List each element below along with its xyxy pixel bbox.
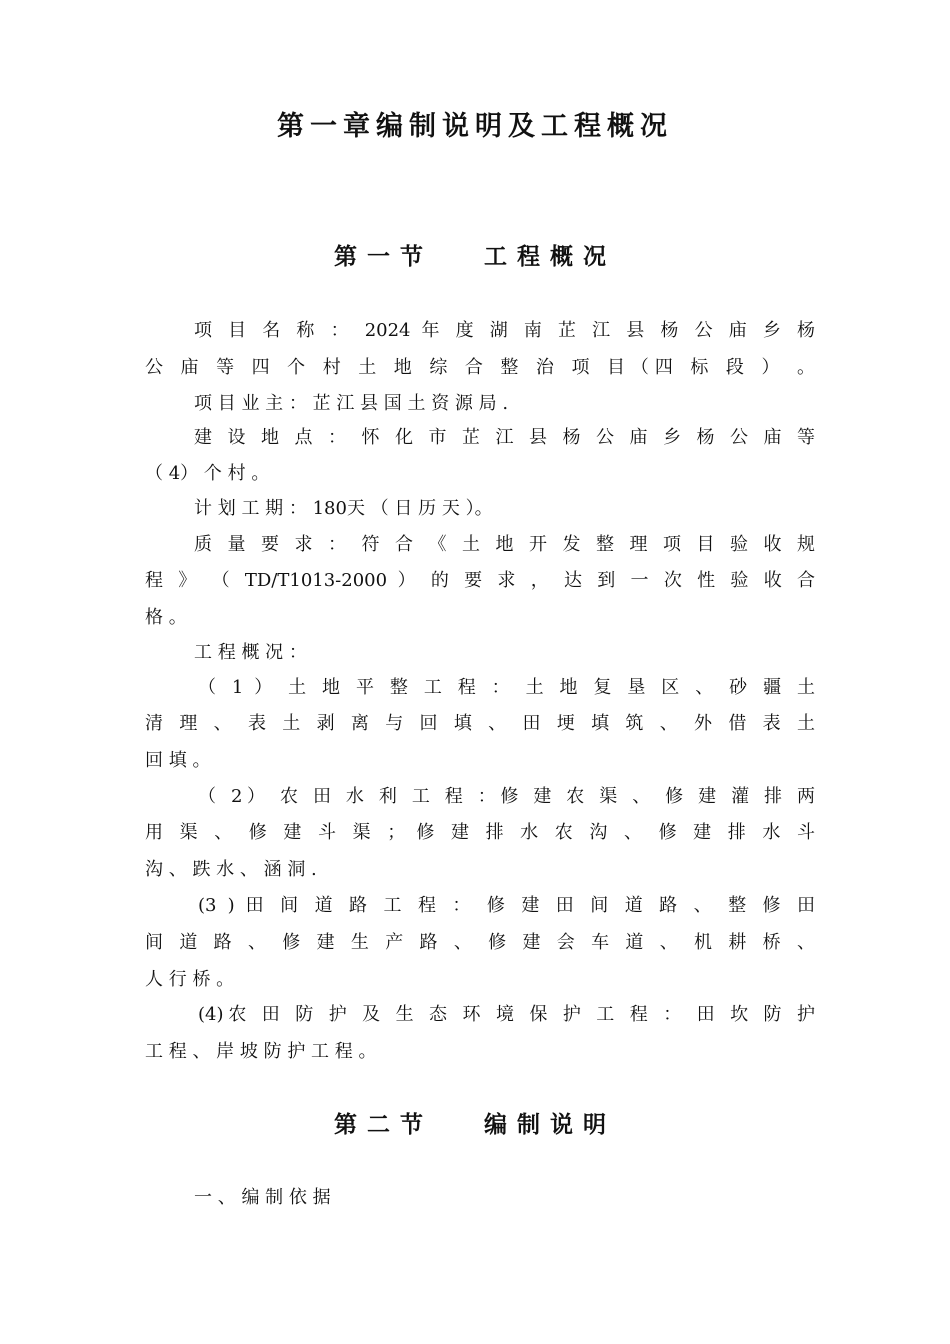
paragraph-line: 沟 、 跌 水 、 涵 洞 . <box>145 859 317 880</box>
paragraph-line: 项 目 名 称 ： 2024 年 度 湖 南 芷 江 县 杨 公 庙 乡 杨 <box>194 320 815 341</box>
paragraph-line: 回 填 。 <box>145 750 211 771</box>
paragraph-line: （ 4） 个 村 。 <box>145 463 270 484</box>
paragraph-line: (4)农 田 防 护 及 生 态 环 境 保 护 工 程 ： 田 坎 防 护 <box>198 1004 815 1025</box>
paragraph-line: 公 庙 等 四 个 村 土 地 综 合 整 治 项 目（四 标 段 ） 。 <box>145 357 815 378</box>
paragraph-line: 人 行 桥 。 <box>145 969 235 990</box>
section-title-compilation: 第二节 编制说明 <box>333 1111 616 1138</box>
paragraph-line: 工 程 、 岸 坡 防 护 工 程 。 <box>145 1041 377 1062</box>
paragraph-line: (3 ) 田 间 道 路 工 程 ： 修 建 田 间 道 路 、 整 修 田 <box>198 895 815 916</box>
paragraph-line: 用 渠 、 修 建 斗 渠 ； 修 建 排 水 农 沟 、 修 建 排 水 斗 <box>145 822 815 843</box>
paragraph-line: 程 》 （ TD/T1013-2000 ） 的 要 求 ， 达 到 一 次 性 验 收 合 <box>145 570 815 591</box>
section-title-overview: 第一节 工程概况 <box>333 243 616 270</box>
paragraph-line: 格 。 <box>145 607 187 628</box>
paragraph-line: （ 1 ） 土 地 平 整 工 程 ： 土 地 复 垦 区 、 砂 疆 土 <box>198 677 815 698</box>
paragraph-line: 间 道 路 、 修 建 生 产 路 、 修 建 会 车 道 、 机 耕 桥 、 <box>145 932 815 953</box>
paragraph-line: 计 划 工 期 ： 180天 （ 日 历 天 ）。 <box>194 498 493 519</box>
paragraph-line: 工 程 概 况 ： <box>194 642 307 663</box>
chapter-title: 第一章编制说明及工程概况 <box>277 111 673 142</box>
paragraph-line: 建 设 地 点 ： 怀 化 市 芷 江 县 杨 公 庙 乡 杨 公 庙 等 <box>194 427 815 448</box>
paragraph-line: 清 理 、 表 土 剥 离 与 回 填 、 田 埂 填 筑 、 外 借 表 土 <box>145 713 815 734</box>
subheading: 一 、 编 制 依 据 <box>194 1187 331 1208</box>
paragraph-line: 质 量 要 求 ： 符 合 《 土 地 开 发 整 理 项 目 验 收 规 <box>194 534 815 555</box>
paragraph-line: 项 目 业 主 ： 芷 江 县 国 土 资 源 局 . <box>194 393 509 414</box>
paragraph-line: （ 2） 农 田 水 利 工 程 ：修 建 农 渠 、 修 建 灌 排 两 <box>198 786 815 807</box>
